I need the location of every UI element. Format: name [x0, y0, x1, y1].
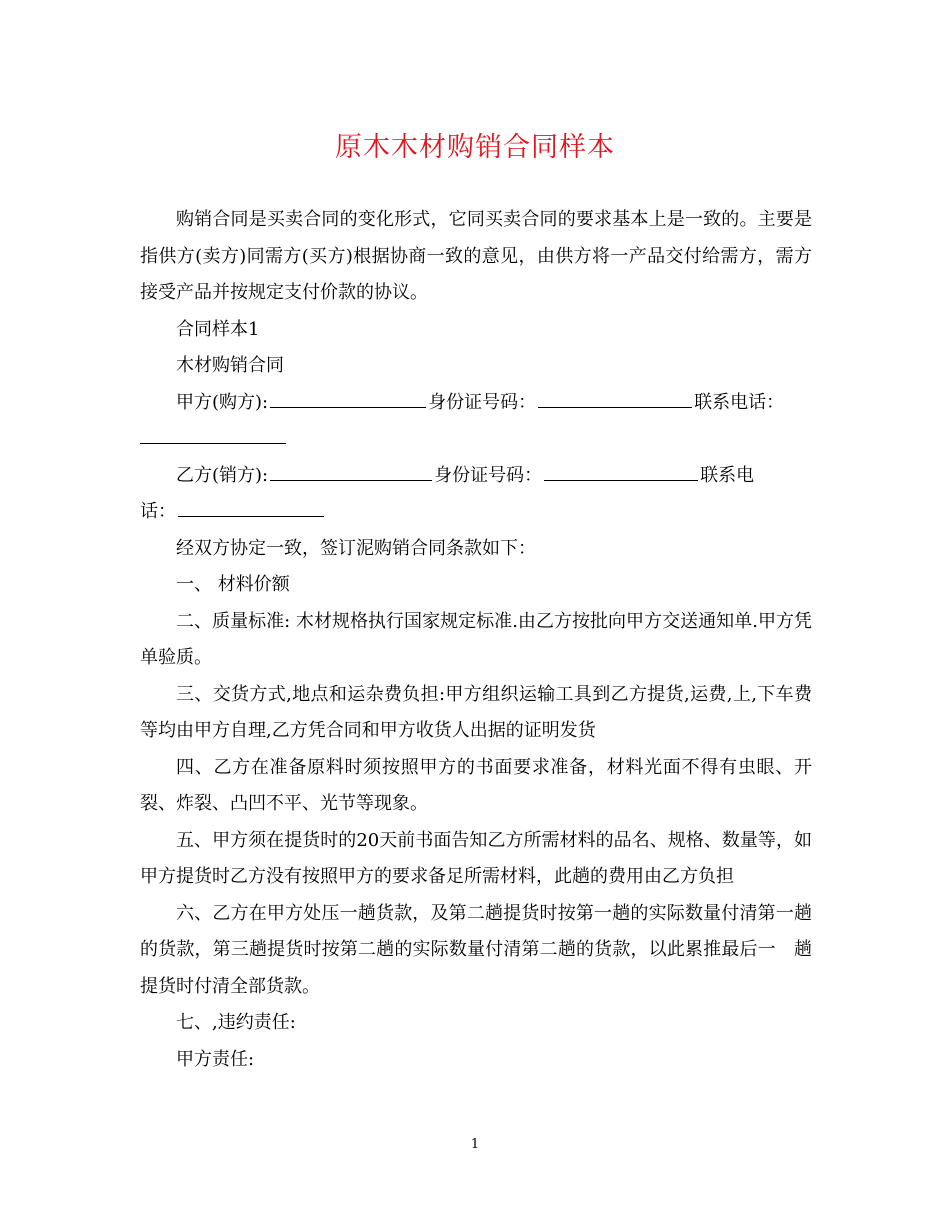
agreement-intro: 经双方协定一致，签订泥购销合同条款如下：	[176, 537, 536, 559]
party-a-responsibility: 甲方责任:	[176, 1048, 255, 1070]
sample-heading: 合同样本1	[176, 318, 260, 340]
party-a-name-blank	[270, 406, 426, 408]
party-b-line	[140, 458, 812, 495]
party-b-id-label: 身份证号码：	[434, 464, 543, 486]
contract-name: 木材购销合同	[176, 355, 284, 376]
party-b-id-blank	[544, 479, 698, 481]
clause-1: 一、 材料价额	[176, 574, 290, 595]
party-b-name-blank	[270, 479, 432, 481]
party-a-phone-label: 联系电话：	[694, 391, 785, 413]
party-a-line	[140, 385, 812, 422]
party-a-id-label: 身份证号码：	[428, 391, 537, 413]
clause-2: 二、质量标准: 木材规格执行国家规定标准.由乙方按批向甲方交送通知单.甲方凭单验质。	[140, 610, 812, 668]
party-b-label: 乙方(销方):	[176, 464, 269, 486]
clause-6: 六、乙方在甲方处压一趟货款，及第二趟提货时按第一趟的实际数量付清第一趟的货款，第三趟提货时按第二趟的实际数量付清第二趟的货款，以此累推最后一 趟提货时付清全部货款。	[140, 902, 812, 997]
party-a-label: 甲方(购方):	[176, 391, 269, 413]
intro-paragraph: 购销合同是买卖合同的变化形式，它同买卖合同的要求基本上是一致的。主要是指供方(卖方)同需方(买方)根据协商一致的意见，由供方将一产品交付给需方，需方接受产品并按规定支付价款的协议。	[140, 209, 812, 303]
party-a-phone-blank	[140, 442, 286, 444]
party-b-phone-label: 联系电	[700, 464, 755, 486]
party-a-phone-line	[140, 421, 812, 458]
party-b-phone-label-cont: 话：	[140, 501, 176, 522]
page-number: 1	[470, 1137, 480, 1152]
document-title: 原木木材购销合同样本	[335, 132, 615, 163]
clause-4: 四、乙方在准备原料时须按照甲方的书面要求准备，材料光面不得有虫眼、开裂、炸裂、凸凹不平、光节等现象。	[140, 756, 812, 814]
document-body	[140, 202, 812, 1078]
clause-7: 七、,违约责任:	[176, 1012, 296, 1033]
party-b-phone-blank	[178, 515, 324, 517]
party-a-id-blank	[538, 406, 692, 408]
clause-5: 五、甲方须在提货时的20天前书面告知乙方所需材料的品名、规格、数量等，如甲方提货时乙方没有按照甲方的要求备足所需材料，此趟的费用由乙方负担	[140, 829, 812, 887]
party-b-phone-line	[140, 494, 812, 531]
clause-3: 三、交货方式,地点和运杂费负担:甲方组织运输工具到乙方提货,运费,上,下车费等均由甲方自理,乙方凭合同和甲方收货人出据的证明发货	[140, 683, 812, 741]
